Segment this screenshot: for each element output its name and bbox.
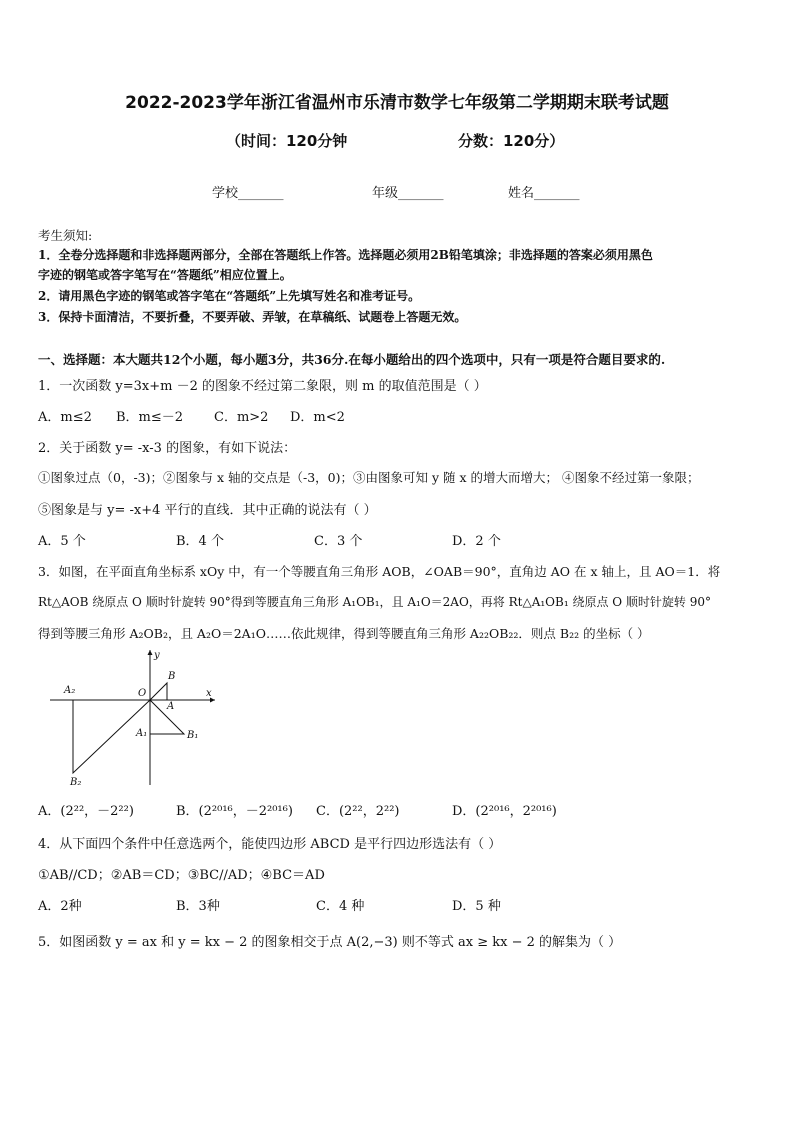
triangle-aob bbox=[150, 683, 167, 700]
q4-option-d: D．5 种 bbox=[452, 899, 501, 914]
q2-stem: 2．关于函数 y= -x-3 的图象，有如下说法： bbox=[38, 441, 297, 456]
q2-statements-2: ⑤图象是与 y= -x+4 平行的直线．其中正确的说法有（ ） bbox=[38, 503, 377, 518]
q3-option-b: B．(2²⁰¹⁶，－2²⁰¹⁶) bbox=[176, 804, 293, 819]
q3-line-2: Rt△AOB 绕原点 O 顺时针旋转 90°得到等腰直角三角形 A₁OB₁，且 A₁O＝2AO，再将 Rt△A₁OB₁ 绕原点 O 顺时针旋转 90° bbox=[38, 595, 712, 609]
q1-option-a: A．m≤2 bbox=[38, 410, 92, 425]
q2-option-c: C．3 个 bbox=[314, 534, 363, 549]
label-b2: B₂ bbox=[70, 777, 82, 788]
label-b: B bbox=[168, 671, 176, 682]
q3-line-3: 得到等腰三角形 A₂OB₂，且 A₂O＝2A₁O……依此规律，得到等腰直角三角形 A₂₂OB₂₂．则点 B₂₂ 的坐标（ ） bbox=[38, 626, 650, 641]
q3-line-1: 3．如图，在平面直角坐标系 xOy 中，有一个等腰直角三角形 AOB，∠OAB＝90°，直角边 AO 在 x 轴上，且 AO＝1．将 bbox=[38, 564, 721, 579]
q4-option-b: B．3种 bbox=[176, 899, 220, 914]
q3-option-d: D．(2²⁰¹⁶，2²⁰¹⁶) bbox=[452, 804, 557, 819]
q2-option-b: B．4 个 bbox=[176, 534, 224, 549]
label-a2: A₂ bbox=[64, 685, 76, 696]
notes-heading: 考生须知: bbox=[38, 228, 93, 243]
label-a: A bbox=[167, 701, 175, 712]
q3-option-a: A．(2²²，－2²²) bbox=[38, 804, 134, 819]
q2-option-d: D．2 个 bbox=[452, 534, 501, 549]
note-2: 2．请用黑色字迹的钢笔或答字笔在“答题纸”上先填写姓名和准考证号。 bbox=[38, 289, 421, 303]
y-axis-arrow bbox=[148, 650, 153, 655]
q3-option-c: C．(2²²，2²²) bbox=[316, 804, 400, 819]
label-y: y bbox=[154, 650, 160, 661]
label-o: O bbox=[138, 688, 147, 699]
section-heading: 一、选择题：本大题共12个小题，每小题3分，共36分.在每小题给出的四个选项中，只有一项是符合题目要求的. bbox=[38, 352, 666, 367]
q1-option-d: D．m<2 bbox=[290, 410, 345, 425]
time-info: （时间：120分钟 bbox=[226, 132, 348, 150]
q2-statements-1: ①图象过点（0，-3)；②图象与 x 轴的交点是（-3，0)；③由图象可知 y 随 x 的增大而增大； ④图象不经过第一象限； bbox=[38, 470, 700, 485]
note-1a: 1．全卷分选择题和非选择题两部分，全部在答题纸上作答。选择题必须用2B铅笔填涂；非选择题的答案必须用黑色 bbox=[38, 248, 653, 262]
score-info: 分数：120分） bbox=[458, 132, 565, 150]
q4-conditions: ①AB//CD；②AB＝CD；③BC//AD；④BC＝AD bbox=[38, 868, 325, 883]
grade-field: 年级_______ bbox=[372, 186, 444, 201]
page-title: 2022-2023学年浙江省温州市乐清市数学七年级第二学期期末联考试题 bbox=[125, 93, 669, 113]
q1-option-b: B．m≤－2 bbox=[116, 410, 184, 425]
q4-stem: 4．从下面四个条件中任意选两个，能使四边形 ABCD 是平行四边形选法有（ ） bbox=[38, 837, 502, 852]
q4-option-c: C．4 种 bbox=[316, 899, 365, 914]
school-field: 学校_______ bbox=[212, 186, 284, 201]
q2-option-a: A．5 个 bbox=[38, 534, 86, 549]
note-3: 3．保持卡面清洁，不要折叠，不要弄破、弄皱，在草稿纸、试题卷上答题无效。 bbox=[38, 310, 467, 324]
label-b1: B₁ bbox=[187, 730, 199, 741]
q4-option-a: A．2种 bbox=[38, 899, 82, 914]
q5-stem: 5．如图函数 y = ax 和 y = kx − 2 的图象相交于点 A(2,−3) 则不等式 ax ≥ kx − 2 的解集为（ ） bbox=[38, 935, 622, 950]
note-1b: 字迹的钢笔或答字笔写在“答题纸”相应位置上。 bbox=[38, 268, 292, 282]
name-field: 姓名_______ bbox=[508, 186, 580, 201]
q1-stem: 1．一次函数 y=3x+m －2 的图象不经过第二象限，则 m 的取值范围是（ ） bbox=[38, 379, 487, 394]
q3-figure bbox=[50, 645, 230, 795]
label-x: x bbox=[206, 688, 212, 699]
q1-option-c: C．m>2 bbox=[214, 410, 269, 425]
label-a1: A₁ bbox=[136, 728, 148, 739]
